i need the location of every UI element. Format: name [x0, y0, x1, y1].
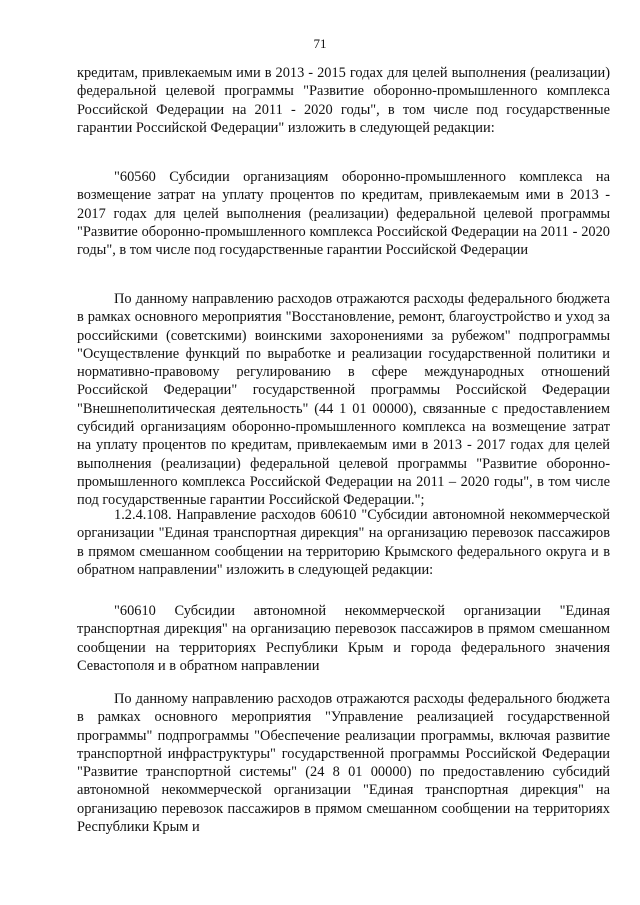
paragraph-1: [77, 64, 610, 137]
paragraph-4-text: 1.2.4.108. Направление расходов 60610 "Субсидии автономной некоммерческой организации "Единая транспортная дирекция" на организацию перевозок пассажиров в прямом смешанном сообщении на территорию Крымского федерального округа и в обратном направлении" изложить в следующей редакции:: [77, 507, 610, 578]
paragraph-5-text: "60610 Субсидии автономной некоммерческой организации "Единая транспортная дирекция" на организацию перевозок пассажиров в прямом смешанном сообщении на территориях Республики Крым и города федерального значения Севастополя и в обратном направлении: [77, 603, 610, 674]
paragraph-2: [77, 168, 610, 259]
paragraph-6: [77, 690, 610, 836]
paragraph-3: [77, 290, 610, 510]
paragraph-4: [77, 506, 610, 579]
paragraph-5: [77, 602, 610, 675]
page-number: 71: [313, 36, 327, 51]
paragraph-6-text: По данному направлению расходов отражаются расходы федерального бюджета в рамках основного мероприятия "Управление реализацией государственной программы" подпрограммы "Обеспечение реализации программы, включая развитие транспортной инфраструктуры" государственной программы Российской Федерации "Развитие транспортной системы" (24 8 01 00000) по предоставлению субсидий автономной некоммерческой организации "Единая транспортная дирекция" на организацию перевозок пассажиров в прямом смешанном сообщении на территориях Республики Крым и: [77, 691, 610, 836]
paragraph-3-text: По данному направлению расходов отражаются расходы федерального бюджета в рамках основного мероприятия "Восстановление, ремонт, благоустройство и уход за российскими (советскими) воинскими захоронениями за рубежом" подпрограммы "Осуществление функций по выработке и реализации государственной политики и нормативно-правовому регулированию в сфере международных отношений Российской Федерации" государственной программы Российской Федерации "Внешнеполитическая деятельность" (44 1 01 00000), связанные с предоставлением субсидий организациям оборонно-промышленного комплекса на возмещение затрат на уплату процентов по кредитам, привлекаемым ими в 2013 - 2017 годах для целей выполнения (реализации) федеральной целевой программы "Развитие оборонно-промышленного комплекса Российской Федерации на 2011 – 2020 годы", в том числе под государственные гарантии Российской Федерации.";: [77, 291, 610, 509]
paragraph-2-text: "60560 Субсидии организациям оборонно-промышленного комплекса на возмещение затрат на уплату процентов по кредитам, привлекаемым ими в 2013 - 2017 годах для целей выполнения (реализации) федеральной целевой программы "Развитие оборонно-промышленного комплекса Российской Федерации на 2011 - 2020 годы", в том числе под государственные гарантии Российской Федерации: [77, 169, 610, 259]
paragraph-1-text: кредитам, привлекаемым ими в 2013 - 2015 годах для целей выполнения (реализации) федеральной целевой программы "Развитие оборонно-промышленного комплекса Российской Федерации на 2011 - 2020 годы", в том числе под государственные гарантии Российской Федерации" изложить в следующей редакции:: [77, 65, 610, 136]
